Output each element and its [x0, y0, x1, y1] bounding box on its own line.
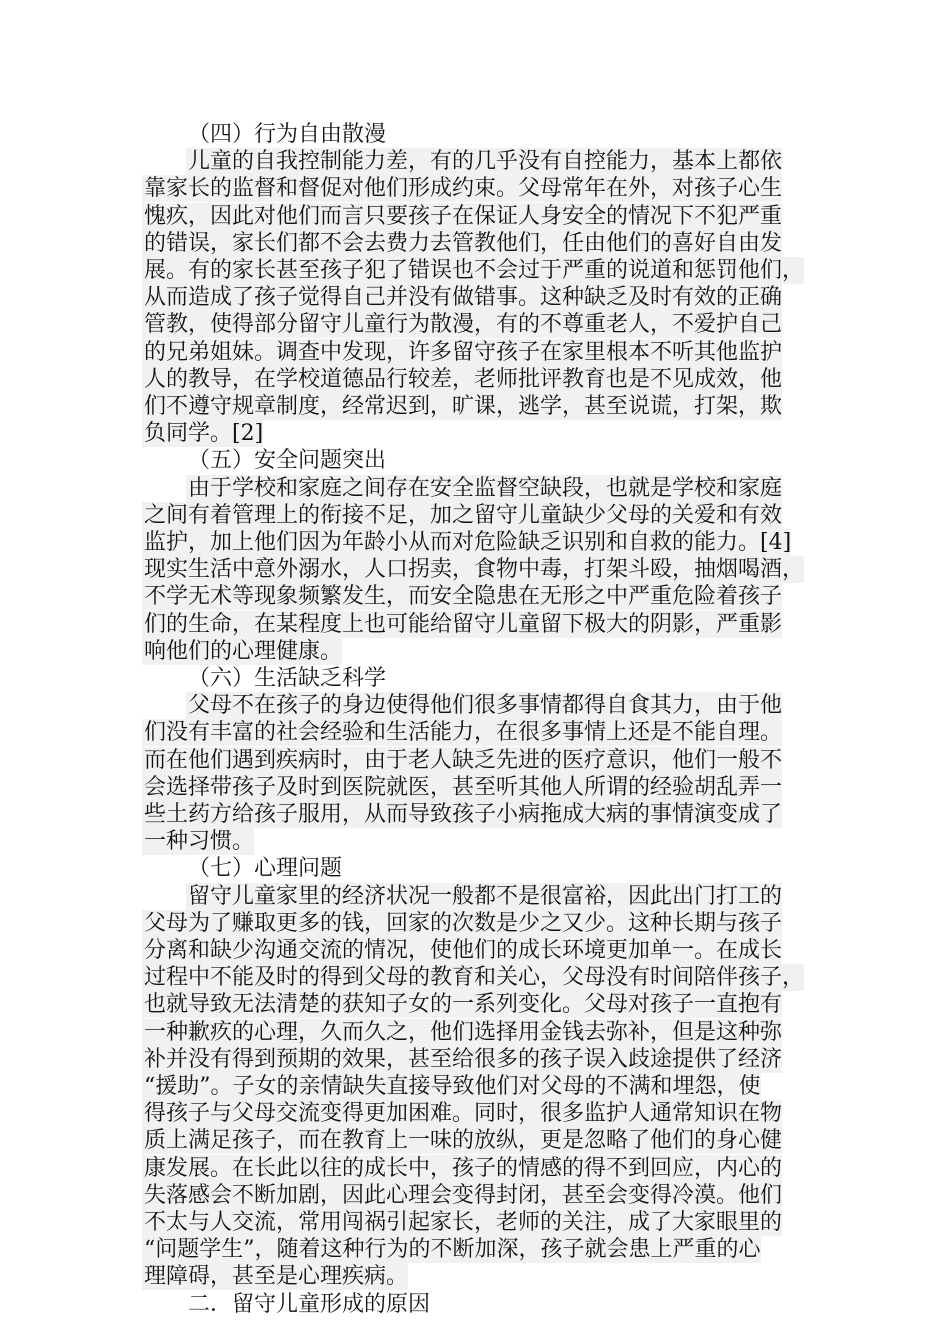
- paragraph-line: 失落感会不断加剧，因此心理会变得封闭，甚至会变得冷漠。他们: [144, 1182, 783, 1208]
- paragraph-line: 会选择带孩子及时到医院就医，甚至听其他人所谓的经验胡乱弄一: [144, 774, 783, 800]
- paragraph-line: 从而造成了孩子觉得自己并没有做错事。这种缺乏及时有效的正确: [144, 285, 783, 311]
- paragraph-line: 补并没有得到预期的效果，甚至给很多的孩子误入歧途提供了经济: [144, 1046, 783, 1072]
- paragraph-line: 一种歉疚的心理，久而久之，他们选择用金钱去弥补，但是这种弥: [144, 1019, 783, 1045]
- paragraph-line: “问题学生”，随着这种行为的不断加深，孩子就会患上严重的心: [144, 1237, 761, 1263]
- paragraph-line: 康发展。在长此以往的成长中，孩子的情感的得不到回应，内心的: [144, 1155, 783, 1181]
- paragraph-line: 质上满足孩子，而在教育上一味的放纵，更是忽略了他们的身心健: [144, 1128, 783, 1154]
- paragraph-line: 一种习惯。: [144, 829, 255, 855]
- paragraph-line: 之间有着管理上的衔接不足，加之留守儿童缺少父母的关爱和有效: [144, 502, 783, 528]
- paragraph-line: 靠家长的监督和督促对他们形成约束。父母常年在外，对孩子心生: [144, 176, 783, 202]
- paragraph-line: 理障碍，甚至是心理疾病。: [144, 1264, 409, 1290]
- paragraph-line: 人的教导，在学校道德品行较差，老师批评教育也是不见成效，他: [144, 366, 783, 392]
- section-heading: （五）安全问题突出: [188, 448, 387, 474]
- paragraph-line: 父母为了赚取更多的钱，回家的次数是少之又少。这种长期与孩子: [144, 910, 783, 936]
- paragraph-line: 些土药方给孩子服用，从而导致孩子小病拖成大病的事情演变成了: [144, 802, 783, 827]
- paragraph-line: 展。有的家长甚至孩子犯了错误也不会过于严重的说道和惩罚他们，: [144, 258, 805, 283]
- paragraph-first-line: 儿童的自我控制能力差，有的几乎没有自控能力，基本上都依: [188, 149, 783, 175]
- paragraph-line: 负同学。[2]: [144, 421, 264, 447]
- paragraph-line: 而在他们遇到疾病时，由于老人缺乏先进的医疗意识，他们一般不: [144, 747, 783, 773]
- section-heading: （六）生活缺乏科学: [188, 666, 387, 691]
- section-heading: （四）行为自由散漫: [188, 122, 387, 147]
- paragraph-line: 不学无术等现象频繁发生，而安全隐患在无形之中严重危险着孩子: [144, 584, 783, 610]
- paragraph-line: 分离和缺少沟通交流的情况，使他们的成长环境更加单一。在成长: [144, 938, 783, 963]
- paragraph-line: 现实生活中意外溺水，人口拐卖，食物中毒，打架斗殴，抽烟喝酒，: [144, 557, 805, 583]
- paragraph-line: 管教，使得部分留守儿童行为散漫，有的不尊重老人，不爱护自己: [144, 312, 783, 338]
- paragraph-line: 得孩子与父母交流变得更加困难。同时，很多监护人通常知识在物: [144, 1101, 783, 1127]
- paragraph-line: 响他们的心理健康。: [144, 638, 343, 664]
- section-heading: （七）心理问题: [188, 856, 343, 882]
- paragraph-line: 的兄弟姐妹。调查中发现，许多留守孩子在家里根本不听其他监护: [144, 339, 783, 365]
- paragraph-first-line: 留守儿童家里的经济状况一般都不是很富裕，因此出门打工的: [188, 883, 783, 909]
- paragraph-line: 也就导致无法清楚的获知子女的一系列变化。父母对孩子一直抱有: [144, 992, 783, 1018]
- paragraph-line: 的错误，家长们都不会去费力去管教他们，任由他们的喜好自由发: [144, 230, 783, 256]
- paragraph-line: 愧疚，因此对他们而言只要孩子在保证人身安全的情况下不犯严重: [144, 203, 783, 229]
- paragraph-line: 过程中不能及时的得到父母的教育和关心，父母没有时间陪伴孩子，: [144, 965, 805, 991]
- paragraph-first-line: 由于学校和家庭之间存在安全监督空缺段，也就是学校和家庭: [188, 475, 783, 501]
- paragraph-line: 们没有丰富的社会经验和生活能力，在很多事情上还是不能自理。: [144, 720, 783, 746]
- paragraph-line: 们的生命，在某程度上也可能给留守儿童留下极大的阴影，严重影: [144, 611, 783, 637]
- paragraph-line: 不太与人交流，常用闯祸引起家长，老师的关注，成了大家眼里的: [144, 1210, 783, 1235]
- paragraph-line: “援助”。子女的亲情缺失直接导致他们对父母的不满和埋怨，使: [144, 1074, 761, 1099]
- paragraph-line: 监护，加上他们因为年龄小从而对危险缺乏识别和自救的能力。[4]: [144, 530, 792, 555]
- paragraph-first-line: 父母不在孩子的身边使得他们很多事情都得自食其力，由于他: [188, 693, 783, 719]
- paragraph-line: 们不遵守规章制度，经常迟到，旷课，逃学，甚至说谎，打架，欺: [144, 394, 783, 419]
- section-heading: 二．留守儿童形成的原因: [188, 1291, 431, 1317]
